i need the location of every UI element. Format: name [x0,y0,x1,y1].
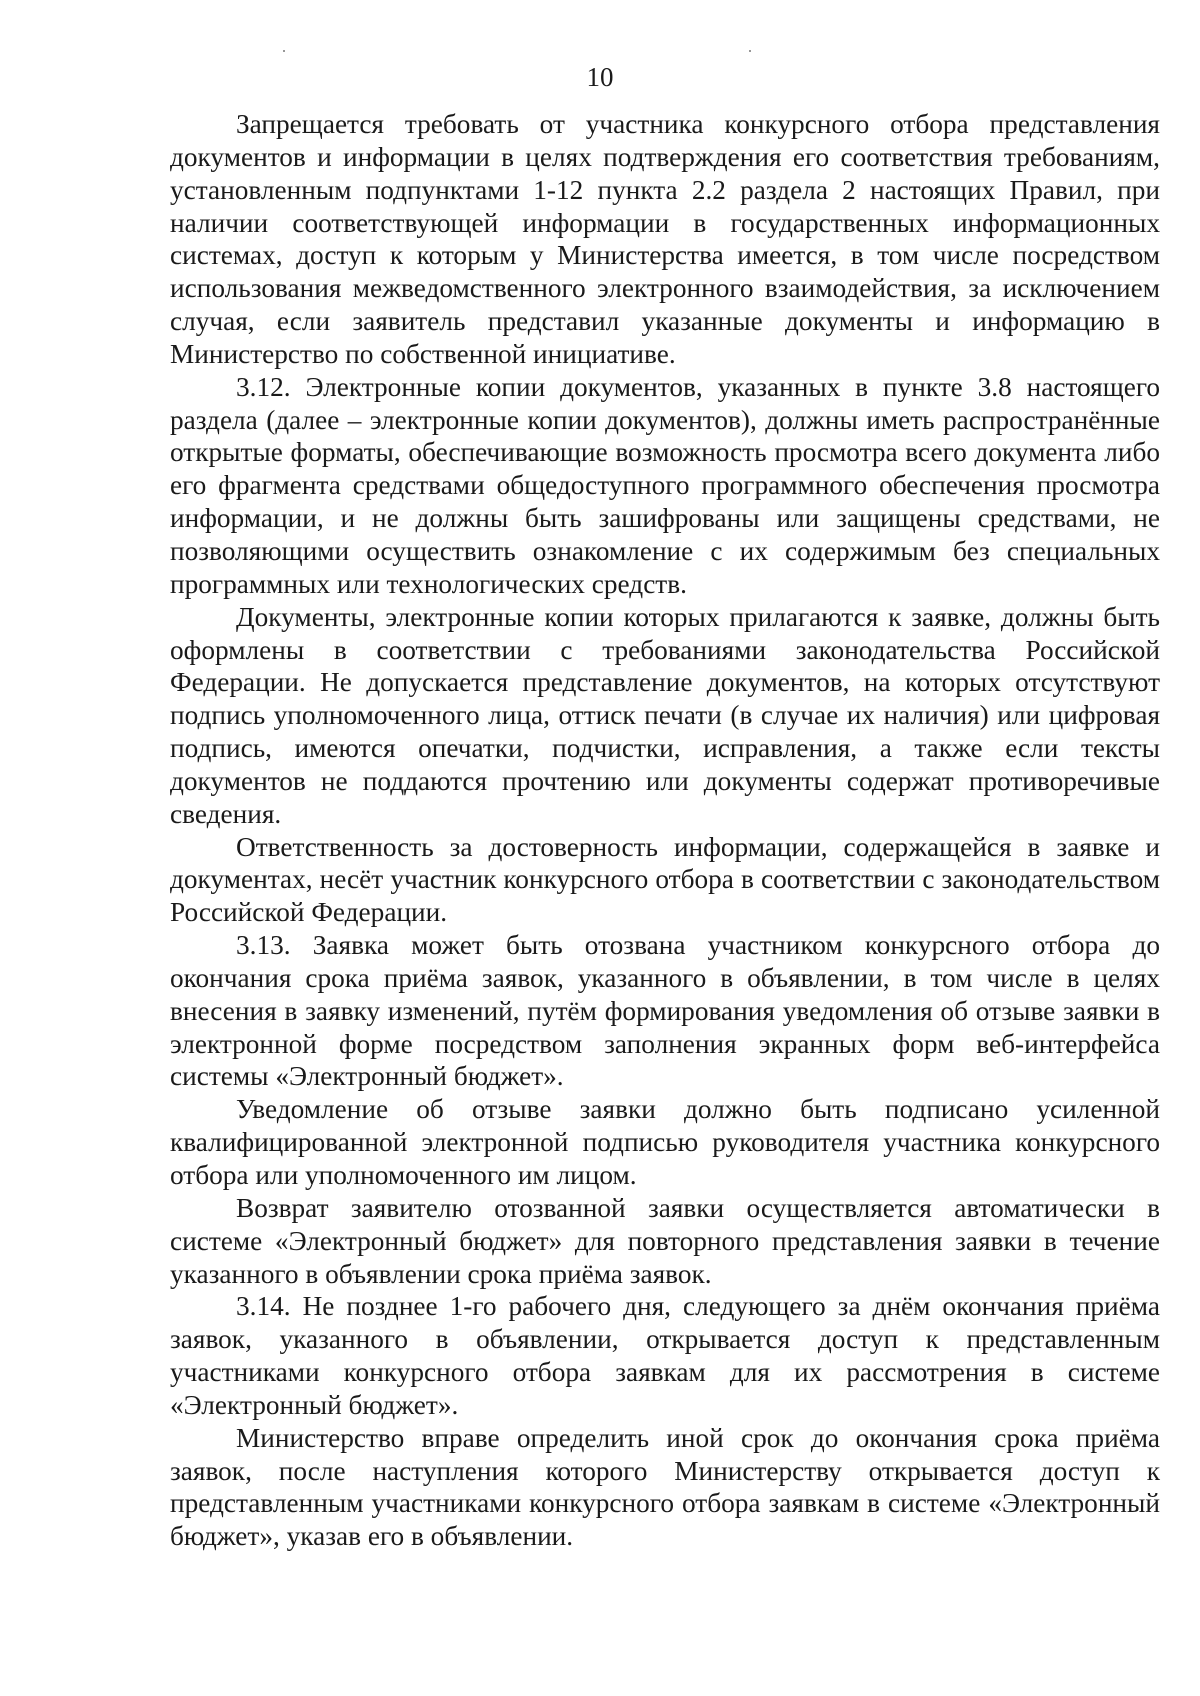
scan-speck [283,50,285,52]
document-body [170,108,1160,1553]
page-number: 10 [586,62,614,92]
paragraph-return-application: Возврат заявителю отозванной заявки осуществляется автоматически в системе «Электронный бюджет» для повторного представления заявки в течение указанного в объявлении срока приёма заявок. [170,1192,1160,1289]
paragraph-3-14-access: 3.14. Не позднее 1-го рабочего дня, следующего за днём окончания приёма заявок, указанного в объявлении, открывается доступ к представленным участниками конкурсного отбора заявкам для их рассмотрения в системе «Электронный бюджет». [170,1291,1160,1420]
paragraph-withdrawal-signature: Уведомление об отзыве заявки должно быть подписано усиленной квалифицированной электронной подписью руководителя участника конкурсного отбора или уполномоченного им лицом. [170,1094,1160,1190]
paragraph-3-12-electronic-copies: 3.12. Электронные копии документов, указанных в пункте 3.8 настоящего раздела (далее – электронные копии документов), должны иметь распространённые открытые форматы, обеспечивающие возможность просмотра всего документа либо его фрагмента средствами общедоступного программного обеспечения просмотра информации, и не должны быть зашифрованы или защищены средствами, не позволяющими осуществить ознакомление с их содержимым без специальных программных или технологических средств. [170,371,1160,599]
scan-speck [749,50,751,52]
paragraph-document-formatting: Документы, электронные копии которых прилагаются к заявке, должны быть оформлены в соответствии с требованиями законодательства Российской Федерации. Не допускается представление документов, на которых отсутствуют подпись уполномоченного лица, оттиск печати (в случае их наличия) или цифровая подпись, имеются опечатки, подчистки, исправления, а также если тексты документов не поддаются прочтению или документы содержат противоречивые сведения. [170,601,1160,829]
paragraph-ministry-deadline: Министерство вправе определить иной срок до окончания срока приёма заявок, после наступления которого Министерству открывается доступ к представленным участниками конкурсного отбора заявкам в системе «Электронный бюджет», указав его в объявлении. [170,1422,1160,1552]
paragraph-responsibility: Ответственность за достоверность информации, содержащейся в заявке и документах, несёт участник конкурсного отбора в соответствии с законодательством Российской Федерации. [170,831,1160,928]
paragraph-3-13-withdrawal: 3.13. Заявка может быть отозвана участником конкурсного отбора до окончания срока приёма заявок, указанного в объявлении, в том числе в целях внесения в заявку изменений, путём формирования уведомления об отзыве заявки в электронной форме посредством заполнения экранных форм веб-интерфейса системы «Электронный бюджет». [170,930,1160,1092]
paragraph-document-requirements: Запрещается требовать от участника конкурсного отбора представления документов и информации в целях подтверждения его соответствия требованиям, установленным подпунктами 1-12 пункта 2.2 раздела 2 настоящих Правил, при наличии соответствующей информации в государственных информационных системах, доступ к которым у Министерства имеется, в том числе посредством использования межведомственного электронного взаимодействия, за исключением случая, если заявитель представил указанные документы и информацию в Министерство по собственной инициативе. [170,109,1160,369]
